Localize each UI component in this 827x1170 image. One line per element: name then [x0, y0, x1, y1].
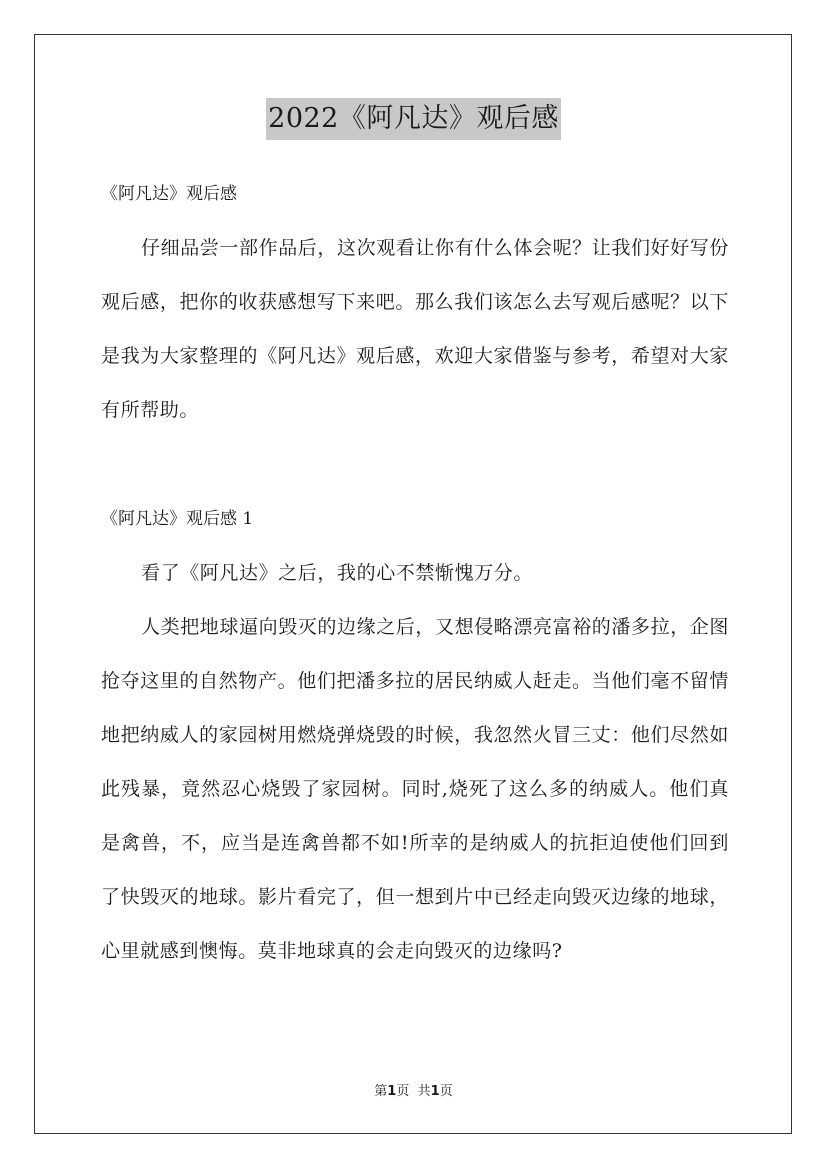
body-paragraph-1: 看了《阿凡达》之后，我的心不禁惭愧万分。	[141, 562, 534, 584]
document-title-text: 2022《阿凡达》观后感	[266, 98, 561, 140]
document-title	[0, 98, 827, 140]
section-heading-1: 《阿凡达》观后感 1	[101, 509, 254, 529]
intro-paragraph: 仔细品尝一部作品后，这次观看让你有什么体会呢？让我们好好写份观后感，把你的收获感想写下来吧。那么我们该怎么去写观后感呢？以下是我为大家整理的《阿凡达》观后感，欢迎大家借鉴与参考，希望对大家有所帮助。	[101, 237, 730, 421]
page-prefix: 第	[374, 1084, 388, 1099]
page-number: 1	[387, 1084, 397, 1099]
section-heading: 《阿凡达》观后感	[101, 184, 237, 204]
page-footer	[0, 1083, 827, 1101]
body-paragraph-2: 人类把地球逼向毁灭的边缘之后，又想侵略漂亮富裕的潘多拉，企图抢夺这里的自然物产。他们把潘多拉的居民纳威人赶走。当他们毫不留情地把纳威人的家园树用燃烧弹烧毁的时候，我忽然火冒三丈：他们尽然如此残暴，竟然忍心烧毁了家园树。同时,烧死了这么多的纳威人。他们真是禽兽，不，应当是连禽兽都不如!所幸的是纳威人的抗拒迫使他们回到了快毁灭的地球。影片看完了，但一想到片中已经走向毁灭边缘的地球，心里就感到懊悔。莫非地球真的会走向毁灭的边缘吗?	[101, 616, 730, 962]
total-pages: 1	[430, 1084, 440, 1099]
page-suffix: 页	[396, 1084, 410, 1099]
total-suffix: 页	[439, 1084, 453, 1099]
total-prefix: 共	[417, 1084, 431, 1099]
